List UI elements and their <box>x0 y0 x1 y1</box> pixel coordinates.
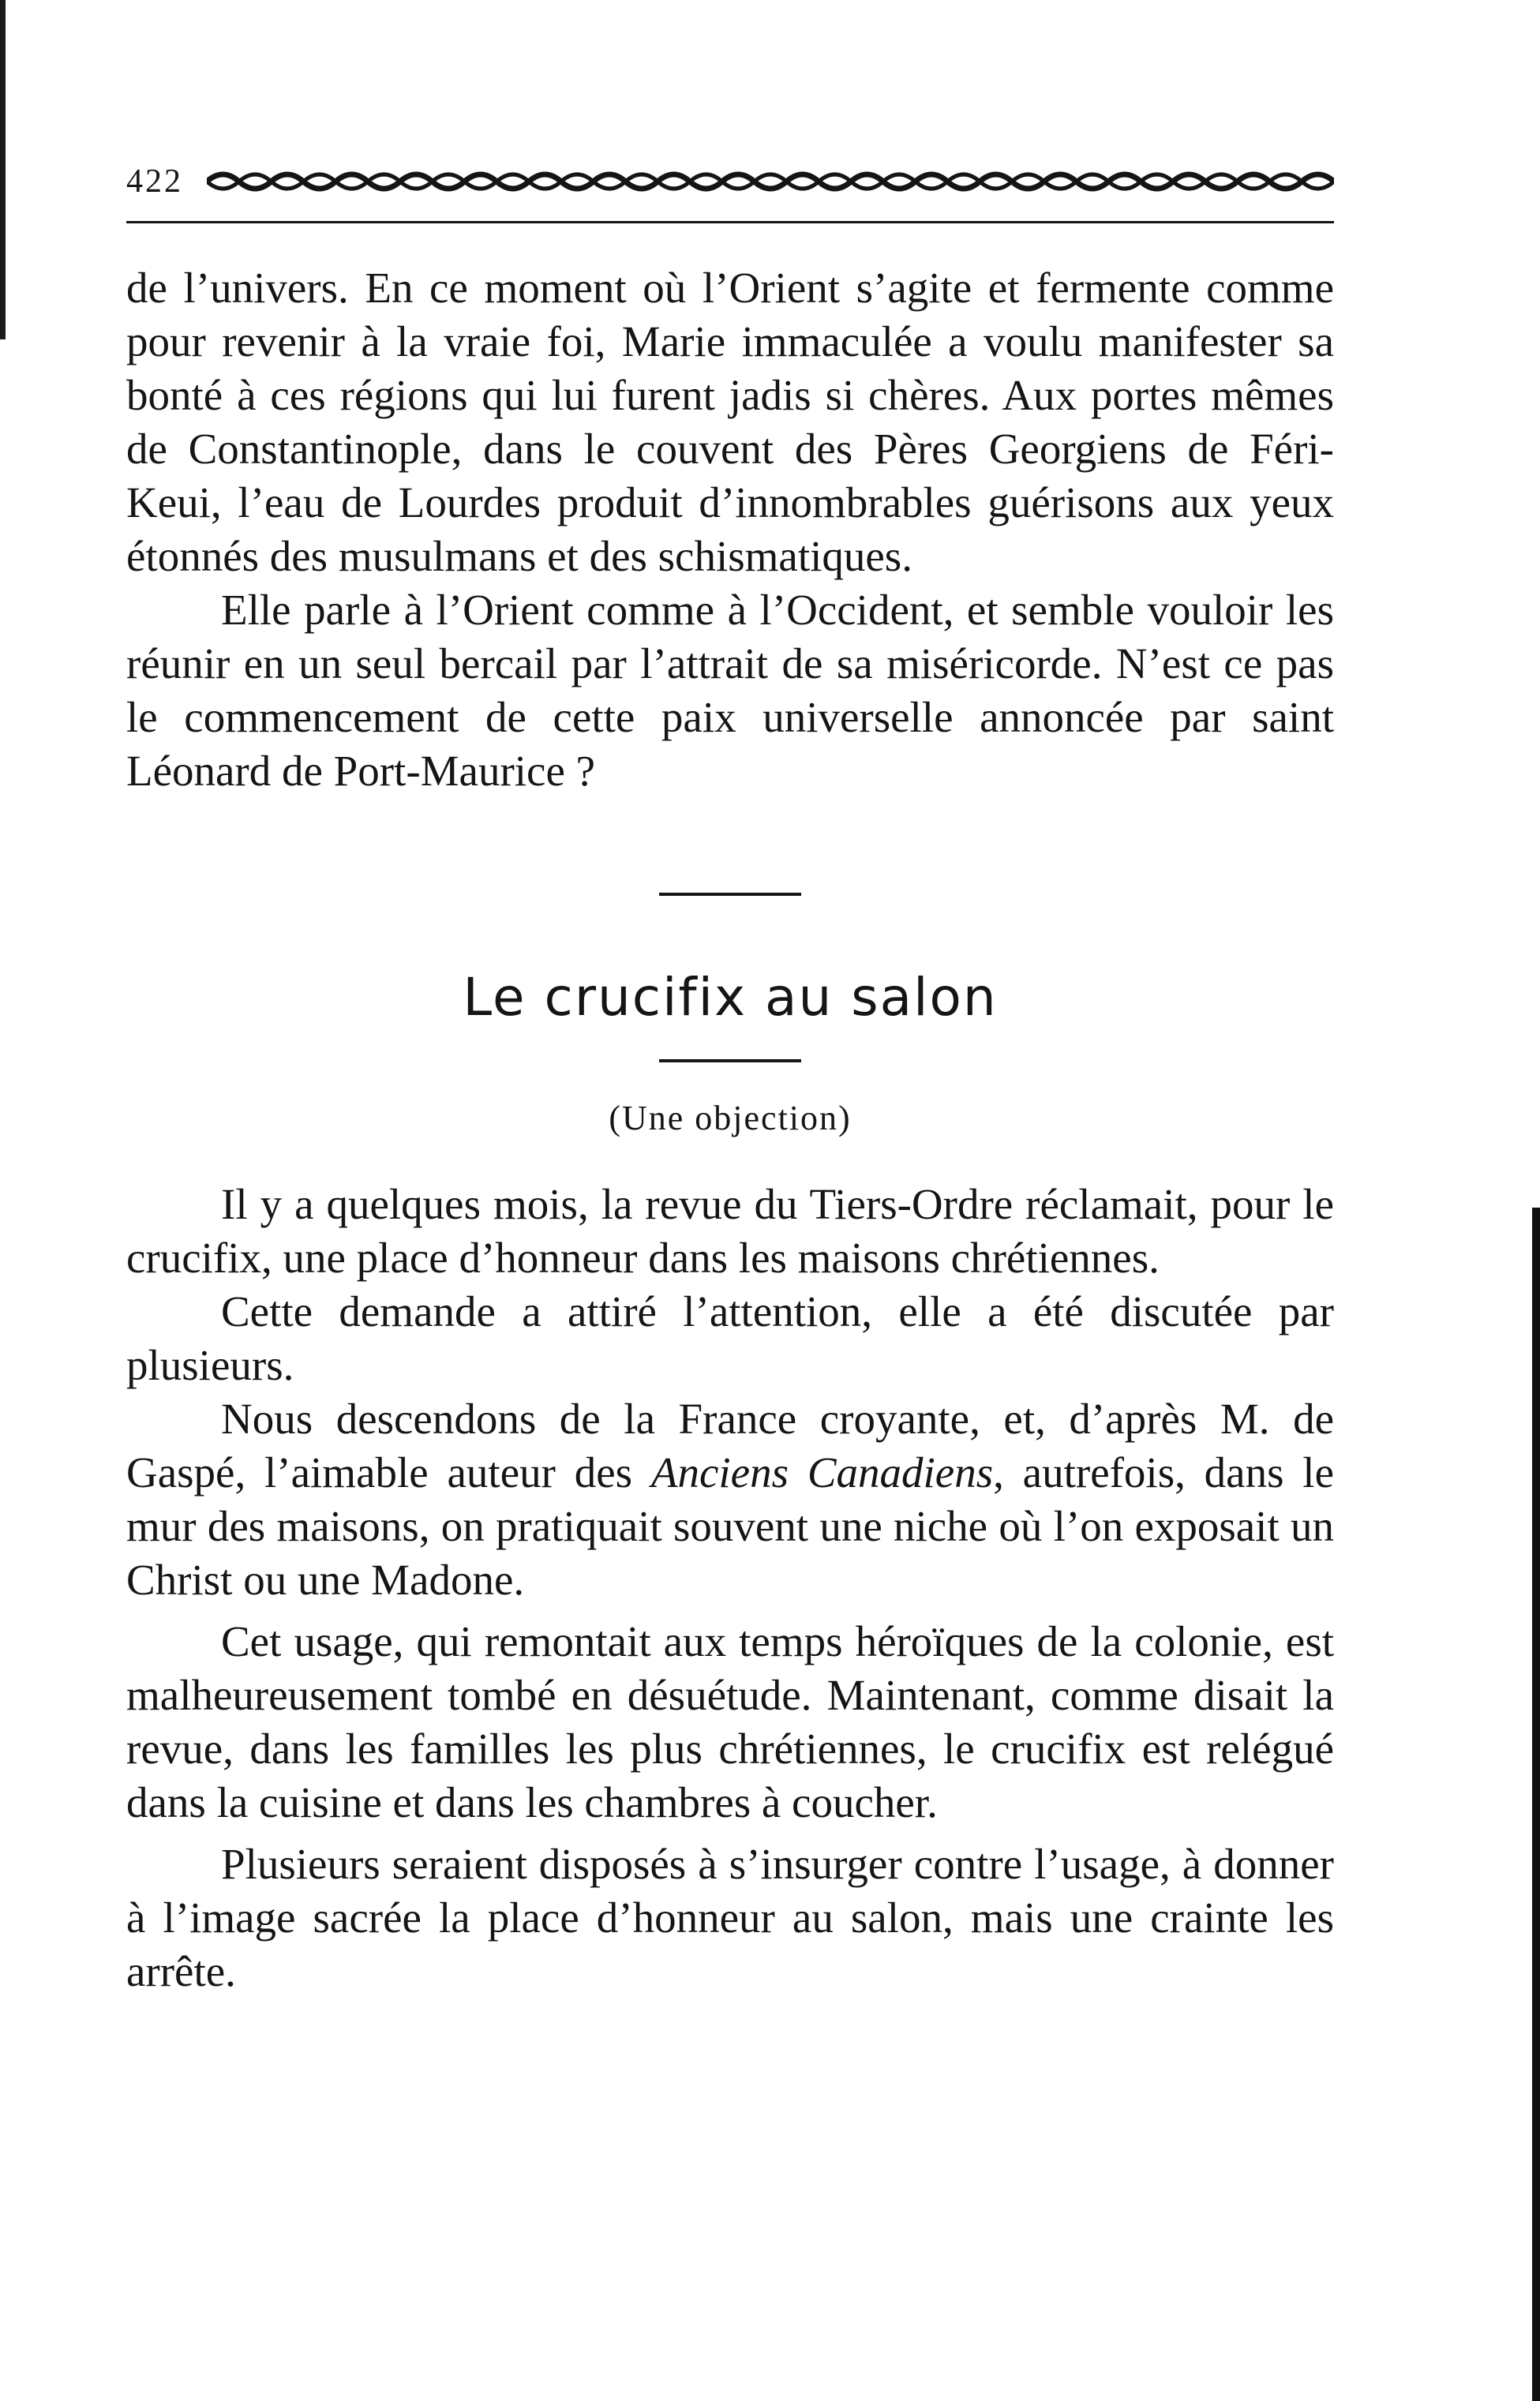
decorative-header-ornament <box>207 166 1334 197</box>
paragraph-demande: Cette demande a attiré l’attention, elle a été discutée par plusieurs. <box>126 1287 1334 1389</box>
paragraph-plusieurs: Plusieurs seraient disposés à s’insurger contre l’usage, à donner à l’image sacrée la place d’honneur au salon, mais une crainte les arrête. <box>126 1840 1334 1995</box>
section-subtitle: (Une objection) <box>609 1099 852 1137</box>
paragraph-gaspe <box>126 1392 1334 1607</box>
paragraph-usage: Cet usage, qui remontait aux temps héroïques de la colonie, est malheureusement tombé en désuétude. Maintenant, comme disait la revue, dans les familles les plus chrétiennes, le crucifix est relégué dans la cuisine et dans les chambres à coucher. <box>126 1617 1334 1826</box>
running-header <box>126 150 1334 213</box>
book-page <box>126 150 1334 1998</box>
paragraph-gaspe-before: Nous descendons de la France croyante, et, d’après M. de Gaspé, l’aimable auteur des <box>126 1395 1334 1496</box>
section-divider-bottom <box>659 1059 801 1062</box>
paragraph-intro: de l’univers. En ce moment où l’Orient s’agite et fermente comme pour revenir à la vraie foi, Marie immaculée a voulu manifester sa bonté à ces régions qui lui furent jadis si chères. Aux portes mêmes de Constantinople, dans le couvent des Pères Georgiens de Féri-Keui, l’eau de Lourdes produit d’innombrables guérisons aux yeux étonnés des musulmans et des schismatiques. <box>126 264 1334 580</box>
paragraph-gaspe-after: , autrefois, dans le mur des maisons, on pratiquait souvent une niche où l’on exposait un Christ ou une Madone. <box>126 1448 1334 1604</box>
page-number: 422 <box>126 163 183 200</box>
scan-edge-right <box>1532 1208 1540 2401</box>
scan-edge-left <box>0 0 6 339</box>
section-divider-top <box>659 893 801 896</box>
section-title: Le crucifix au salon <box>463 967 998 1028</box>
ornament-icon <box>207 166 1334 197</box>
book-title-italic: Anciens Canadiens <box>650 1448 994 1496</box>
paragraph-orient: Elle parle à l’Orient comme à l’Occident, et semble vouloir les réunir en un seul bercail par l’attrait de sa miséricorde. N’est ce pas le commencement de cette paix universelle annoncée par saint Léonard de Port-Maurice ? <box>126 586 1334 795</box>
paragraph-revue: Il y a quelques mois, la revue du Tiers-Ordre réclamait, pour le crucifix, une place d’honneur dans les maisons chrétiennes. <box>126 1180 1334 1282</box>
header-rule <box>126 221 1334 223</box>
